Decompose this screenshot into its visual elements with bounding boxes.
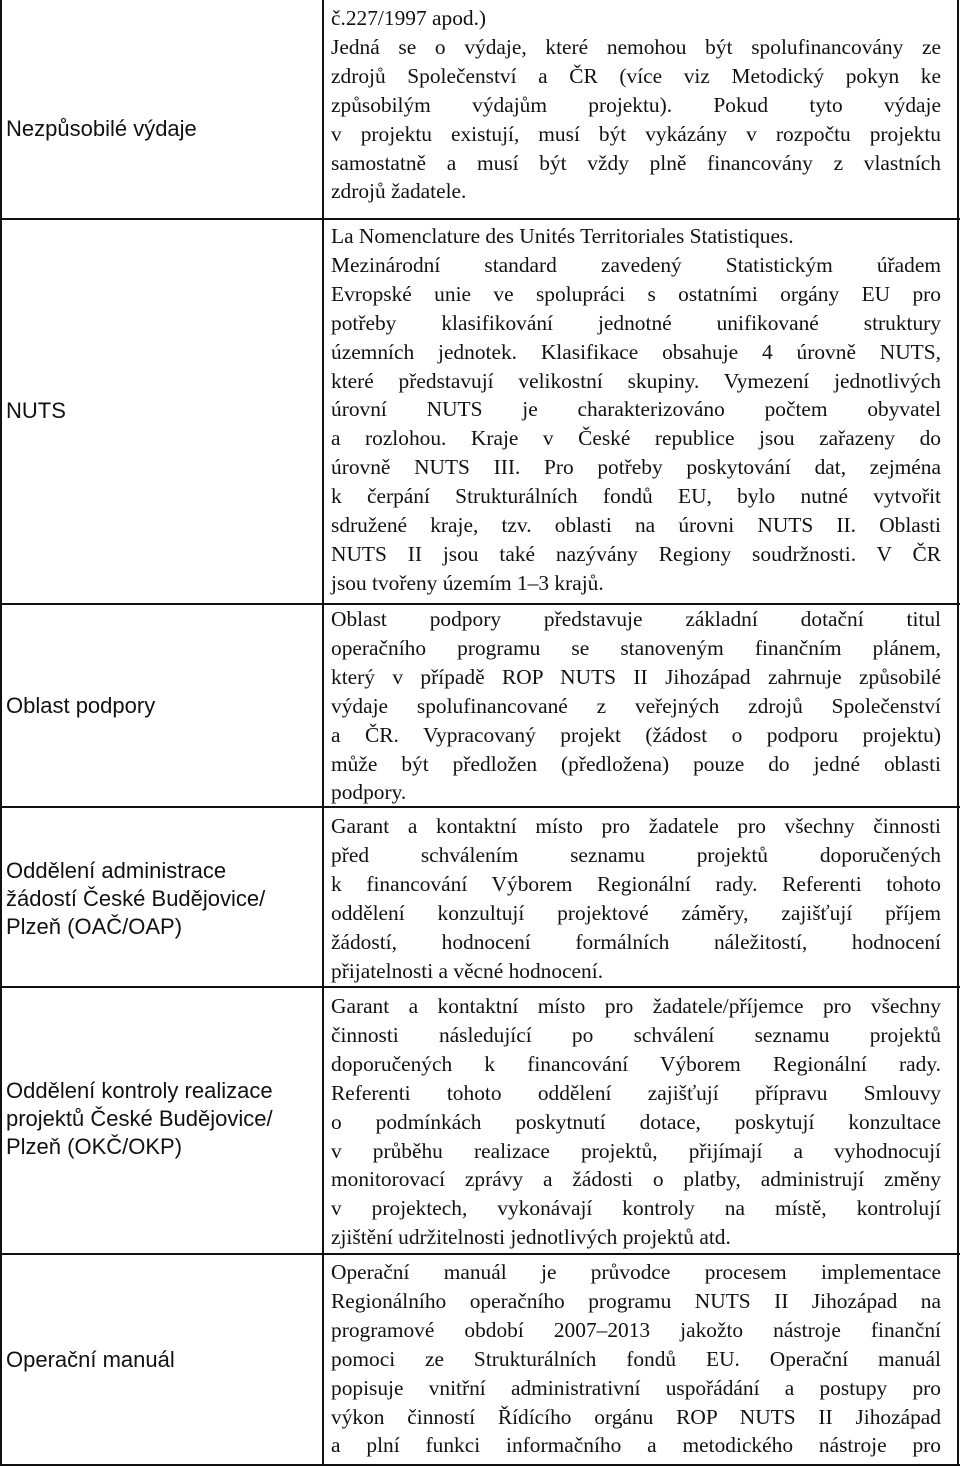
definition-line: jsou tvořeny územím 1–3 krajů. <box>331 570 604 595</box>
term-oddeleni-administrace <box>6 857 316 941</box>
term-line: Oblast podpory <box>6 693 156 718</box>
definition-line: Referenti tohoto oddělení zajišťují přípravu Smlouvy <box>331 1080 941 1105</box>
definition-line: Garant a kontaktní místo pro žadatele pro všechny činnosti <box>331 814 941 838</box>
definition-line: o podmínkách poskytnutí dotace, poskytují konzultace <box>331 1109 941 1134</box>
definition-line: výdaje spolufinancované z veřejných zdrojů Společenství <box>331 693 941 718</box>
term-line: Nezpůsobilé výdaje <box>6 116 197 141</box>
definition-line: v průběhu realizace projektů, přijímají a vyhodnocují <box>331 1138 941 1163</box>
term-line: Plzeň (OKČ/OKP) <box>6 1134 183 1159</box>
term-line: Oddělení kontroly realizace <box>6 1078 273 1103</box>
term-line: Plzeň (OAČ/OAP) <box>6 914 183 939</box>
definition-line: v projektu existují, musí být vykázány v rozpočtu projektu <box>331 121 941 146</box>
definition-line: programové období 2007–2013 jakožto nástroje finanční <box>331 1317 941 1342</box>
definition-line: NUTS II jsou také nazývány Regiony soudržnosti. V ČR <box>331 541 941 566</box>
table-row-divider <box>0 1253 960 1255</box>
term-nuts <box>6 397 316 425</box>
definition-line: který v případě ROP NUTS II Jihozápad zahrnuje způsobilé <box>331 664 941 689</box>
definition-line: úrovní NUTS je charakterizováno počtem obyvatel <box>331 397 941 422</box>
definition-line: pomoci ze Strukturálních fondů EU. Operační manuál <box>331 1346 941 1371</box>
definition-line: k financování Výborem Regionální rady. Referenti tohoto <box>331 871 941 896</box>
definition-line: Regionálního operačního programu NUTS II Jihozápad na <box>331 1288 941 1313</box>
definition-line: Evropské unie ve spolupráci s ostatními orgány EU pro <box>331 281 941 306</box>
definition-line: a ČR. Vypracovaný projekt (žádost o podporu projektu) <box>331 722 941 747</box>
definition-nezpusobile-vydaje <box>331 4 941 206</box>
term-oblast-podpory <box>6 692 316 720</box>
definition-line: Garant a kontaktní místo pro žadatele/příjemce pro všechny <box>331 994 941 1018</box>
definition-line: úrovně NUTS III. Pro potřeby poskytování dat, zejména <box>331 455 941 480</box>
definition-line: sdružené kraje, tzv. oblasti na úrovni NUTS II. Oblasti <box>331 513 941 538</box>
definition-line: podpory. <box>331 780 407 805</box>
definition-line: způsobilým výdajům projektu). Pokud tyto výdaje <box>331 92 941 117</box>
definition-line: zdrojů žadatele. <box>331 179 467 204</box>
table-row-divider <box>0 986 960 988</box>
definition-line: operačního programu se stanoveným finančním plánem, <box>331 635 941 660</box>
definition-line: a rozlohou. Kraje v České republice jsou zařazeny do <box>331 426 941 451</box>
term-oddeleni-kontroly-realizace <box>6 1077 316 1161</box>
definition-line: La Nomenclature des Unités Territoriales Statistiques. <box>331 224 794 248</box>
term-line: NUTS <box>6 398 66 423</box>
definition-line: v projektech, vykonávají kontroly na místě, kontrolují <box>331 1196 941 1221</box>
definition-line: Operační manuál je průvodce procesem implementace <box>331 1260 941 1284</box>
term-line: projektů České Budějovice/ <box>6 1106 273 1131</box>
definition-line: Mezinárodní standard zavedený Statistickým úřadem <box>331 252 941 277</box>
definition-line: potřeby klasifikování jednotné unifikované struktury <box>331 310 941 335</box>
definition-line: Oblast podpory představuje základní dotační titul <box>331 607 941 631</box>
term-line: žádostí České Budějovice/ <box>6 886 266 911</box>
definition-line: a plní funkci informačního a metodického nástroje pro <box>331 1433 941 1458</box>
definition-line: č.227/1997 apod.) <box>331 6 487 30</box>
term-line: Operační manuál <box>6 1347 175 1372</box>
definition-line: které představují velikostní skupiny. Vymezení jednotlivých <box>331 368 941 393</box>
definition-line: žádostí, hodnocení formálních náležitostí, hodnocení <box>331 929 941 954</box>
definition-operacni-manual <box>331 1258 941 1460</box>
definition-line: Jedná se o výdaje, které nemohou být spolufinancovány ze <box>331 34 941 59</box>
definition-line: činnosti následující po schválení seznamu projektů <box>331 1022 941 1047</box>
definition-line: územních jednotek. Klasifikace obsahuje 4 úrovně NUTS, <box>331 339 941 364</box>
definition-line: zjištění udržitelnosti jednotlivých projektů atd. <box>331 1225 731 1250</box>
definition-line: před schválením seznamu projektů doporučených <box>331 842 941 867</box>
definition-line: přijatelnosti a věcné hodnocení. <box>331 958 604 983</box>
term-line: Oddělení administrace <box>6 858 227 883</box>
definition-line: doporučených k financování Výborem Regionální rady. <box>331 1051 941 1076</box>
definition-line: k čerpání Strukturálních fondů EU, bylo nutné vytvořit <box>331 484 941 509</box>
table-border-bottom <box>0 1464 960 1466</box>
table-row-divider <box>0 218 960 220</box>
definition-line: zdrojů Společenství a ČR (více viz Metodický pokyn ke <box>331 63 941 88</box>
definition-line: monitorovací zprávy a žádosti o platby, administrují změny <box>331 1167 941 1192</box>
definition-nuts <box>331 222 941 598</box>
definition-oddeleni-administrace <box>331 812 941 985</box>
term-operacni-manual <box>6 1346 316 1374</box>
definition-line: samostatně a musí být vždy plně financovány z vlastních <box>331 150 941 175</box>
term-nezpusobile-vydaje <box>6 115 316 143</box>
definition-line: popisuje vnitřní administrativní uspořádání a postupy pro <box>331 1375 941 1400</box>
definition-oblast-podpory <box>331 605 941 807</box>
definition-line: může být předložen (předložena) pouze do jedné oblasti <box>331 751 941 776</box>
definition-line: výkon činností Řídícího orgánu ROP NUTS II Jihozápad <box>331 1404 941 1429</box>
definition-line: oddělení konzultují projektové záměry, zajišťují příjem <box>331 900 941 925</box>
definition-oddeleni-kontroly-realizace <box>331 992 941 1252</box>
